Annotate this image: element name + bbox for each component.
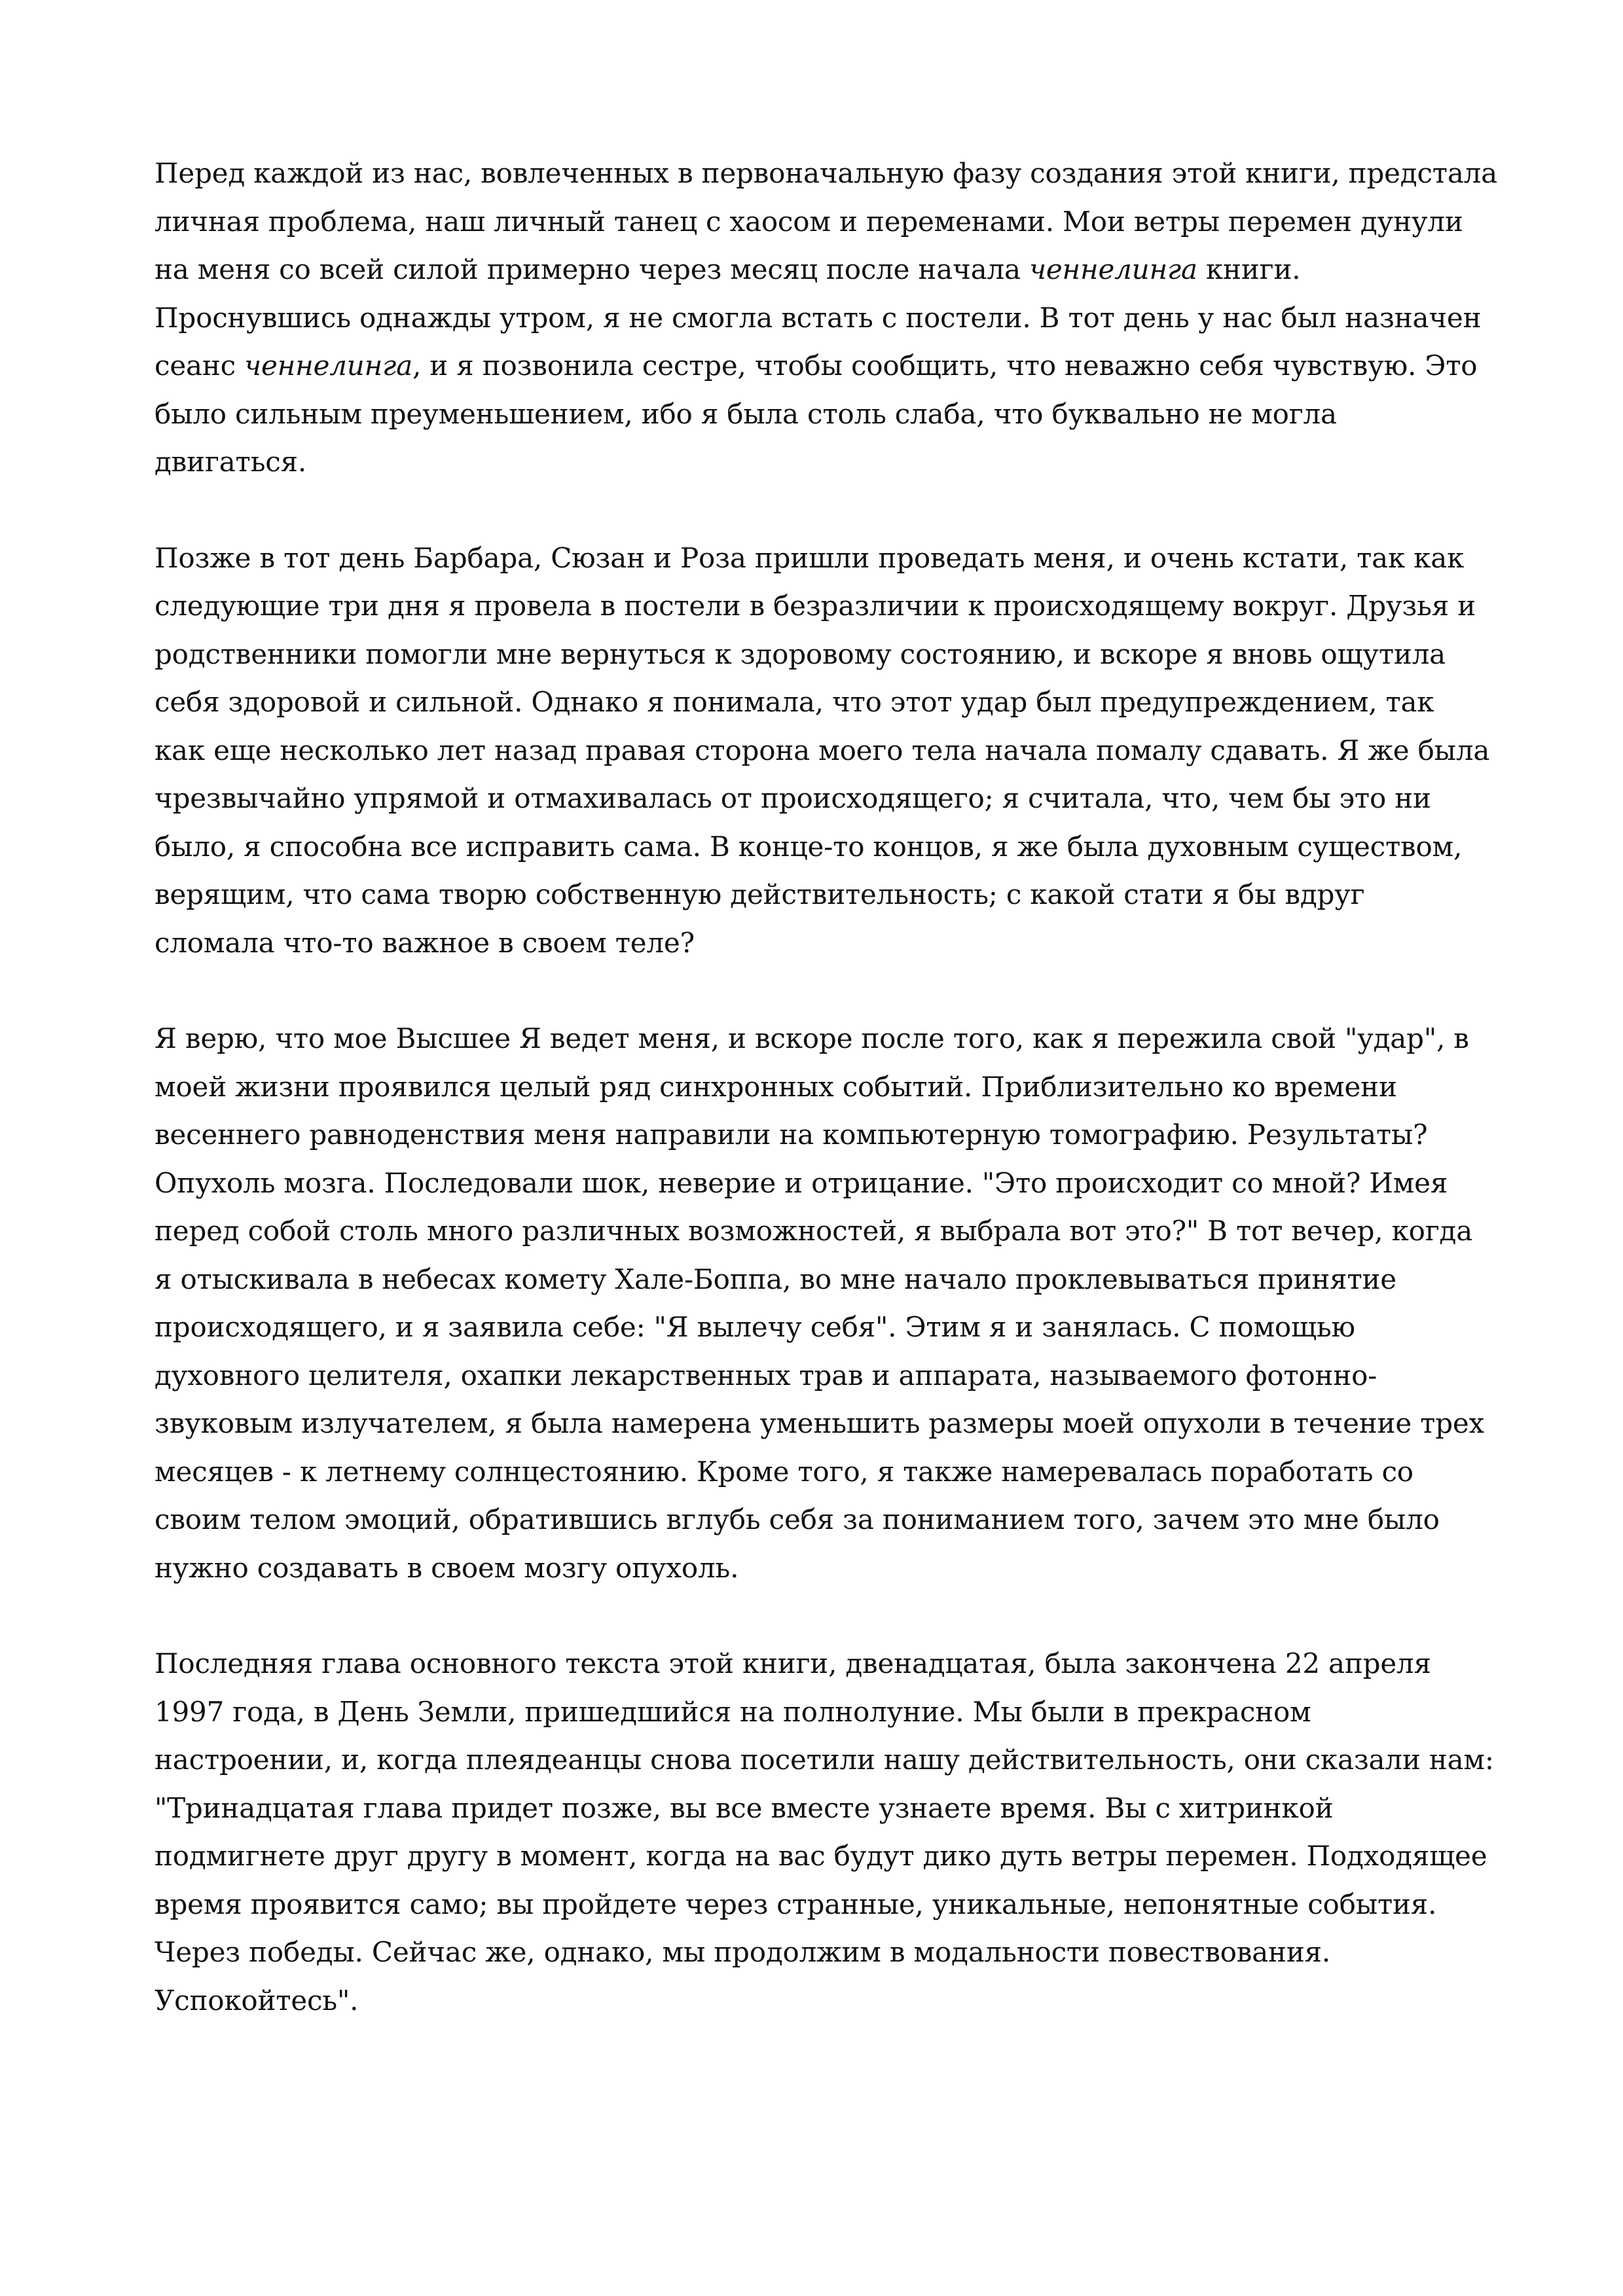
text-segment: я отыскивала в небесах комету Хале-Боппа, во мне начало проклевываться принятие: [155, 1263, 1396, 1295]
text-segment: сеанс: [155, 350, 245, 382]
text-line: [155, 870, 1477, 919]
text-segment: было сильным преуменьшением, ибо я была столь слаба, что буквально не могла: [155, 397, 1337, 430]
text-segment: сломала что-то важное в своем теле?: [155, 926, 695, 959]
text-line: [155, 1159, 1477, 1208]
text-segment: настроении, и, когда плеядеанцы снова посетили нашу действительность, они сказали нам:: [155, 1744, 1494, 1776]
text-line: [155, 1784, 1477, 1833]
body-text: [155, 149, 1497, 2072]
text-segment: Последняя глава основного текста этой книги, двенадцатая, была закончена 22 апреля: [155, 1647, 1431, 1679]
text-segment: Позже в тот день Барбара, Сюзан и Роза пришли проведать меня, и очень кстати, так как: [155, 541, 1465, 574]
paragraph: [155, 534, 1490, 967]
paragraph: [155, 1014, 1485, 1592]
text-line: [155, 1255, 1477, 1304]
text-segment: 1997 года, в День Земли, пришедшийся на полнолуние. Мы были в прекрасном: [155, 1695, 1311, 1728]
text-line: [155, 1640, 1477, 1688]
text-line: [155, 1448, 1477, 1496]
text-segment: личная проблема, наш личный танец с хаосом и переменами. Мои ветры перемен дунули: [155, 205, 1463, 238]
paragraph: [155, 1640, 1494, 2024]
text-line: [155, 1303, 1477, 1352]
text-segment: чрезвычайно упрямой и отмахивалась от происходящего; я считала, что, чем бы это ни: [155, 782, 1431, 814]
text-line: [155, 1688, 1477, 1736]
text-line: [155, 1496, 1477, 1544]
text-segment: себя здоровой и сильной. Однако я понимала, что этот удар был предупреждением, так: [155, 686, 1434, 718]
text-segment: моей жизни проявился целый ряд синхронных событий. Приблизительно ко времени: [155, 1070, 1397, 1103]
text-line: [155, 198, 1477, 246]
text-line: [155, 1832, 1487, 1880]
text-line: [155, 294, 1482, 342]
text-line: [155, 726, 1490, 775]
text-segment: нужно создавать в своем мозгу опухоль.: [155, 1551, 739, 1584]
text-line: [155, 342, 1477, 390]
text-segment: месяцев - к летнему солнцестоянию. Кроме того, я также намеревалась поработать со: [155, 1455, 1413, 1488]
text-line: [155, 438, 1477, 486]
text-line: [155, 1111, 1477, 1159]
text-line: [155, 1063, 1477, 1111]
italic-term: ченнелинга: [1029, 253, 1197, 285]
text-line: [155, 245, 1477, 294]
text-segment: Опухоль мозга. Последовали шок, неверие и отрицание. "Это происходит со мной? Имея: [155, 1166, 1448, 1199]
text-segment: подмигнете друг другу в момент, когда на вас будут дико дуть ветры перемен. Подходящее: [155, 1840, 1487, 1872]
text-line: [155, 774, 1477, 823]
text-line: [155, 1399, 1485, 1448]
paragraph: [155, 149, 1497, 486]
text-segment: Успокойтесь".: [155, 1984, 359, 2017]
text-line: [155, 1977, 1477, 2025]
text-segment: как еще несколько лет назад правая сторона моего тела начала помалу сдавать. Я же была: [155, 734, 1490, 766]
text-line: [155, 823, 1477, 871]
text-line: [155, 1928, 1477, 1977]
text-segment: происходящего, и я заявила себе: "Я вылечу себя". Этим я и занялась. С помощью: [155, 1311, 1355, 1343]
text-line: [155, 1880, 1477, 1929]
text-segment: следующие три дня я провела в постели в безразличии к происходящему вокруг. Друзья и: [155, 590, 1476, 622]
text-line: [155, 534, 1477, 583]
text-segment: духовного целителя, охапки лекарственных трав и аппарата, называемого фотонно-: [155, 1359, 1377, 1391]
text-line: [155, 1736, 1494, 1784]
text-segment: было, я способна все исправить сама. В конце-то концов, я же была духовным существом,: [155, 830, 1463, 863]
text-segment: двигаться.: [155, 446, 307, 478]
text-line: [155, 678, 1477, 726]
text-line: [155, 1352, 1477, 1400]
text-line: [155, 390, 1477, 439]
text-segment: перед собой столь много различных возможностей, я выбрала вот это?" В тот вечер, когда: [155, 1215, 1473, 1247]
text-line: [155, 630, 1477, 679]
text-segment: своим телом эмоций, обратившись вглубь себя за пониманием того, зачем это мне было: [155, 1503, 1440, 1535]
text-line: [155, 1014, 1477, 1063]
text-segment: звуковым излучателем, я была намерена уменьшить размеры моей опухоли в течение трех: [155, 1407, 1485, 1439]
text-segment: родственники помогли мне вернуться к здоровому состоянию, и вскоре я вновь ощутила: [155, 637, 1446, 670]
text-segment: Через победы. Сейчас же, однако, мы продолжим в модальности повествования.: [155, 1936, 1331, 1968]
text-segment: весеннего равноденствия меня направили на компьютерную томографию. Результаты?: [155, 1119, 1428, 1151]
text-segment: на меня со всей силой примерно через месяц после начала: [155, 253, 1029, 285]
text-segment: Перед каждой из нас, вовлеченных в первоначальную фазу создания этой книги, предстала: [155, 157, 1497, 189]
text-segment: Я верю, что мое Высшее Я ведет меня, и вскоре после того, как я пережила свой "удар", в: [155, 1022, 1469, 1054]
text-segment: верящим, что сама творю собственную действительность; с какой стати я бы вдруг: [155, 878, 1365, 910]
text-line: [155, 149, 1497, 198]
italic-term: ченнелинга: [244, 350, 412, 382]
text-segment: "Тринадцатая глава придет позже, вы все вместе узнаете время. Вы с хитринкой: [155, 1791, 1334, 1824]
text-line: [155, 582, 1477, 630]
text-segment: время проявится само; вы пройдете через странные, уникальные, непонятные события.: [155, 1888, 1437, 1920]
text-segment: , и я позвонила сестре, чтобы сообщить, что неважно себя чувствую. Это: [412, 350, 1478, 382]
text-line: [155, 1207, 1477, 1255]
text-segment: Проснувшись однажды утром, я не смогла встать с постели. В тот день у нас был назначен: [155, 301, 1482, 334]
text-segment: книги.: [1197, 253, 1301, 285]
text-line: [155, 919, 1477, 967]
text-line: [155, 1544, 1477, 1592]
